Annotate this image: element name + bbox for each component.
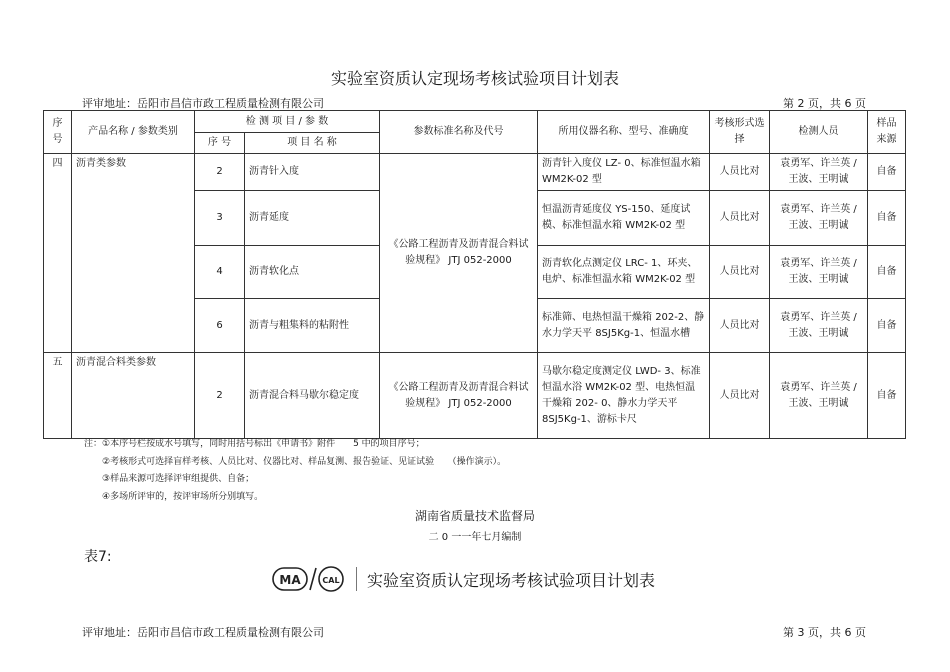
item-name: 沥青与粗集料的粘附性 (245, 299, 380, 353)
item-instrument: 沥青针入度仪 LZ- 0、标准恒温水箱 WM2K-02 型 (538, 154, 710, 191)
group-standard: 《公路工程沥青及沥青混合料试验规程》 JTJ 052-2000 (380, 154, 538, 353)
item-method: 人员比对 (710, 154, 770, 191)
header-instrument: 所用仪器名称、型号、准确度 (538, 111, 710, 154)
header-method: 考核形式选择 (710, 111, 770, 154)
page-info: 第 2 页，共 6 页 (783, 97, 866, 110)
table-row (44, 353, 906, 439)
item-instrument: 恒温沥青延度仪 YS-150、延度试模、标准恒温水箱 WM2K-02 型 (538, 191, 710, 246)
next-table-title: 实验室资质认定现场考核试验项目计划表 (367, 570, 656, 590)
group-product: 沥青混合料类参数 (72, 353, 195, 439)
item-instrument: 马歇尔稳定度测定仪 LWD- 3、标准恒温水浴 WM2K-02 型、电热恒温干燥箱 202- 0、静水力学天平 8SJ5Kg-1、游标卡尺 (538, 353, 710, 439)
item-name: 沥青延度 (245, 191, 380, 246)
table-label: 表7: (84, 549, 112, 565)
item-name: 沥青软化点 (245, 246, 380, 299)
next-review-address: 评审地址：岳阳市昌信市政工程质量检测有限公司 (82, 626, 324, 639)
table-row (44, 154, 906, 191)
item-method: 人员比对 (710, 246, 770, 299)
item-name: 沥青混合料马歇尔稳定度 (245, 353, 380, 439)
item-staff: 袁勇军、许兰英 / 王波、王明诚 (770, 154, 868, 191)
item-method: 人员比对 (710, 299, 770, 353)
note-item: ④多场所评审的，按评审场所分别填写。 (102, 491, 264, 502)
item-source: 自备 (868, 353, 906, 439)
test-plan-table (43, 110, 906, 439)
group-product: 沥青类参数 (72, 154, 195, 353)
next-page-info: 第 3 页，共 6 页 (783, 626, 866, 639)
group-seq: 四 (44, 154, 72, 353)
item-seq: 4 (195, 246, 245, 299)
certification-logo (272, 566, 348, 592)
header-item-name: 项 目 名 称 (245, 133, 380, 154)
review-address: 评审地址：岳阳市昌信市政工程质量检测有限公司 (82, 97, 324, 110)
header-sub-seq: 序 号 (195, 133, 245, 154)
item-staff: 袁勇军、许兰英 / 王波、王明诚 (770, 191, 868, 246)
title-row (272, 566, 655, 592)
item-seq: 2 (195, 353, 245, 439)
issued-date: 二 0 一一年七月编制 (428, 532, 522, 543)
item-source: 自备 (868, 191, 906, 246)
item-instrument: 标准筛、电热恒温干燥箱 202-2、静水力学天平 8SJ5Kg-1、恒温水槽 (538, 299, 710, 353)
notes (84, 436, 506, 506)
header-source: 样品来源 (868, 111, 906, 154)
item-staff: 袁勇军、许兰英 / 王波、王明诚 (770, 299, 868, 353)
item-name: 沥青针入度 (245, 154, 380, 191)
item-source: 自备 (868, 154, 906, 191)
item-staff: 袁勇军、许兰英 / 王波、王明诚 (770, 246, 868, 299)
group-standard: 《公路工程沥青及沥青混合料试验规程》 JTJ 052-2000 (380, 353, 538, 439)
header-test-items: 检 测 项 目 / 参 数 (195, 111, 380, 133)
item-seq: 6 (195, 299, 245, 353)
header-seq: 序号 (44, 111, 72, 154)
ma-cal-logo-icon (272, 566, 348, 592)
note-item: ②考核形式可选择盲样考核、人员比对、仪器比对、样品复测、报告验证、见证试验 （操作演示）。 (102, 456, 507, 467)
note-item: ③样品来源可选择评审组提供、自备； (102, 474, 255, 484)
item-seq: 2 (195, 154, 245, 191)
header-row (44, 111, 906, 133)
header-product: 产品名称 / 参数类别 (72, 111, 195, 154)
page-title: 实验室资质认定现场考核试验项目计划表 (330, 69, 619, 88)
header-standard: 参数标准名称及代号 (380, 111, 538, 154)
item-instrument: 沥青软化点测定仪 LRC- 1、环夹、电炉、标准恒温水箱 WM2K-02 型 (538, 246, 710, 299)
logo-text-cal: CAL (322, 576, 340, 585)
header-staff: 检测人员 (770, 111, 868, 154)
item-source: 自备 (868, 246, 906, 299)
issuer: 湖南省质量技术监督局 (414, 509, 535, 523)
group-seq: 五 (44, 353, 72, 439)
divider (356, 567, 357, 591)
note-item: 注：①本序号栏按成水号填写，同时用括号标出《申请书》附件 5 中的项目序号； (84, 439, 425, 449)
item-staff: 袁勇军、许兰英 / 王波、王明诚 (770, 353, 868, 439)
logo-text-ma: MA (279, 573, 301, 587)
item-method: 人员比对 (710, 353, 770, 439)
item-source: 自备 (868, 299, 906, 353)
item-seq: 3 (195, 191, 245, 246)
item-method: 人员比对 (710, 191, 770, 246)
